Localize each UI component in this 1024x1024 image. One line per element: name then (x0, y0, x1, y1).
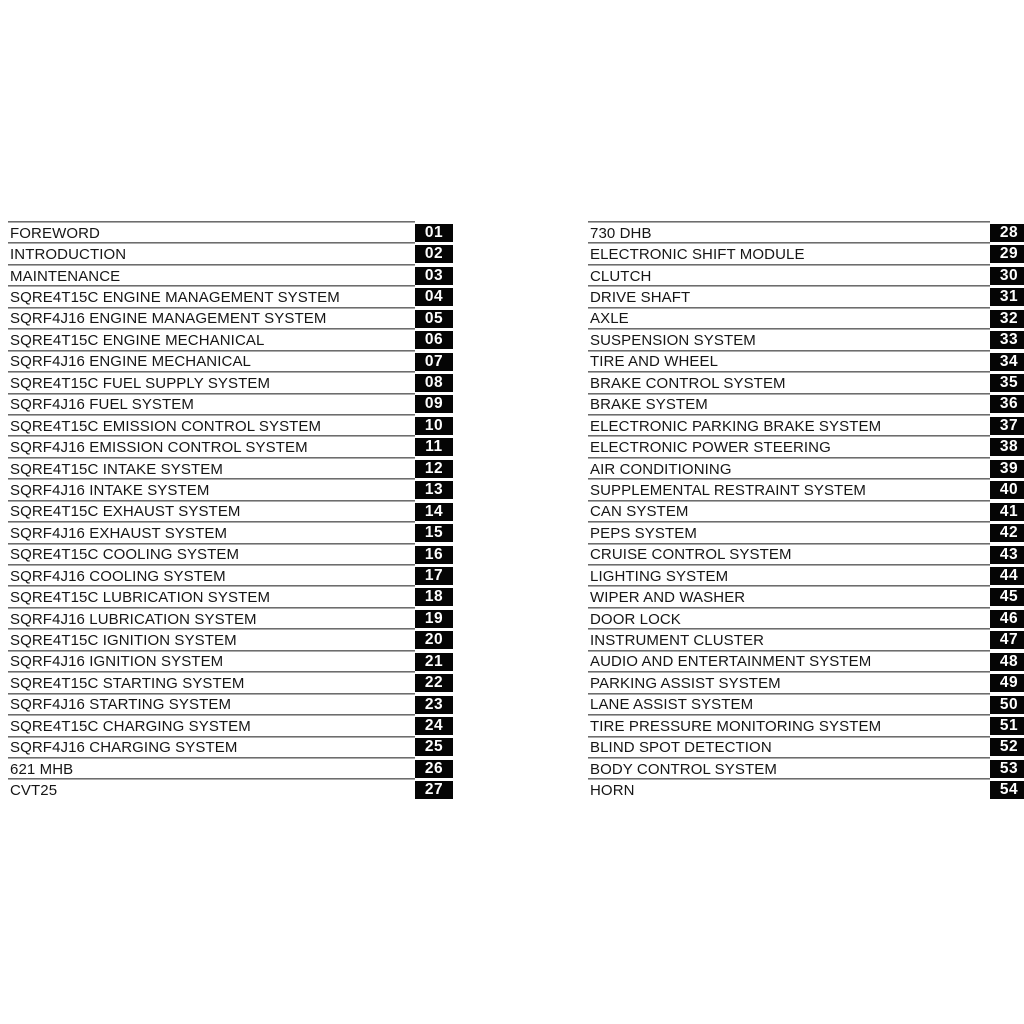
toc-row (8, 242, 453, 263)
section-title: BRAKE SYSTEM (590, 396, 708, 414)
section-number-badge: 04 (415, 288, 453, 306)
toc-row (8, 478, 453, 499)
toc-row (588, 500, 1024, 521)
section-number-badge: 12 (415, 460, 453, 478)
section-number-badge: 01 (415, 224, 453, 242)
section-number-badge: 32 (990, 310, 1024, 328)
toc-row (588, 607, 1024, 628)
section-title: SQRE4T15C EMISSION CONTROL SYSTEM (10, 417, 322, 435)
toc-row (588, 757, 1024, 778)
toc-row (588, 285, 1024, 306)
section-title: PEPS SYSTEM (590, 524, 697, 542)
section-number-badge: 07 (415, 353, 453, 371)
section-number-badge: 25 (415, 738, 453, 756)
section-number-badge: 54 (990, 781, 1024, 799)
toc-row (588, 693, 1024, 714)
section-title: SQRF4J16 COOLING SYSTEM (10, 567, 226, 585)
section-number-badge: 52 (990, 738, 1024, 756)
section-title: SQRF4J16 CHARGING SYSTEM (10, 739, 238, 757)
section-number-badge: 06 (415, 331, 453, 349)
section-title: LANE ASSIST SYSTEM (590, 696, 754, 714)
section-title: SQRE4T15C ENGINE MECHANICAL (10, 331, 265, 349)
section-title: DOOR LOCK (590, 610, 681, 628)
section-number-badge: 53 (990, 760, 1024, 778)
section-number-badge: 39 (990, 460, 1024, 478)
section-title: SQRE4T15C FUEL SUPPLY SYSTEM (10, 374, 271, 392)
section-number-badge: 45 (990, 588, 1024, 606)
section-title: SQRE4T15C COOLING SYSTEM (10, 546, 240, 564)
toc-row (588, 671, 1024, 692)
section-number-badge: 03 (415, 267, 453, 285)
section-title: SUPPLEMENTAL RESTRAINT SYSTEM (590, 481, 867, 499)
toc-row (8, 757, 453, 778)
section-number-badge: 43 (990, 546, 1024, 564)
toc-row (588, 307, 1024, 328)
section-number-badge: 08 (415, 374, 453, 392)
section-title: CAN SYSTEM (590, 503, 689, 521)
section-title: WIPER AND WASHER (590, 589, 746, 607)
toc-row (8, 778, 453, 799)
toc-row (8, 285, 453, 306)
section-number-badge: 31 (990, 288, 1024, 306)
section-title: SQRF4J16 FUEL SYSTEM (10, 396, 194, 414)
section-number-badge: 33 (990, 331, 1024, 349)
section-number-badge: 24 (415, 717, 453, 735)
toc-column-right (588, 221, 1024, 800)
toc-row (8, 350, 453, 371)
section-title: DRIVE SHAFT (590, 289, 691, 307)
section-number-badge: 29 (990, 245, 1024, 263)
toc-row (588, 264, 1024, 285)
toc-row (8, 714, 453, 735)
toc-row (588, 521, 1024, 542)
section-title: CVT25 (10, 782, 58, 800)
toc-row (8, 435, 453, 456)
section-number-badge: 09 (415, 395, 453, 413)
toc-row (8, 414, 453, 435)
section-number-badge: 10 (415, 417, 453, 435)
section-title: BRAKE CONTROL SYSTEM (590, 374, 786, 392)
section-number-badge: 21 (415, 653, 453, 671)
section-number-badge: 51 (990, 717, 1024, 735)
section-title: SQRF4J16 EMISSION CONTROL SYSTEM (10, 439, 308, 457)
toc-row (588, 585, 1024, 606)
section-number-badge: 47 (990, 631, 1024, 649)
toc-column-left (8, 221, 453, 800)
section-number-badge: 22 (415, 674, 453, 692)
section-number-badge: 40 (990, 481, 1024, 499)
section-number-badge: 15 (415, 524, 453, 542)
toc-row (588, 778, 1024, 799)
section-title: SQRE4T15C LUBRICATION SYSTEM (10, 589, 271, 607)
section-title: SQRF4J16 ENGINE MECHANICAL (10, 353, 251, 371)
toc-row (588, 736, 1024, 757)
section-number-badge: 50 (990, 696, 1024, 714)
section-title: AXLE (590, 310, 629, 328)
toc-row (8, 671, 453, 692)
toc-row (588, 435, 1024, 456)
toc-row (588, 371, 1024, 392)
section-title: SQRF4J16 ENGINE MANAGEMENT SYSTEM (10, 310, 327, 328)
section-number-badge: 41 (990, 503, 1024, 521)
toc-row (8, 500, 453, 521)
section-number-badge: 20 (415, 631, 453, 649)
toc-row (588, 564, 1024, 585)
toc-row (588, 414, 1024, 435)
section-number-badge: 34 (990, 353, 1024, 371)
section-title: INTRODUCTION (10, 246, 127, 264)
toc-row (8, 650, 453, 671)
section-number-badge: 18 (415, 588, 453, 606)
section-title: BLIND SPOT DETECTION (590, 739, 772, 757)
toc-row (8, 607, 453, 628)
toc-row (588, 242, 1024, 263)
toc-row (8, 543, 453, 564)
section-title: LIGHTING SYSTEM (590, 567, 729, 585)
section-number-badge: 27 (415, 781, 453, 799)
section-title: 730 DHB (590, 224, 652, 242)
section-number-badge: 13 (415, 481, 453, 499)
section-title: INSTRUMENT CLUSTER (590, 632, 765, 650)
section-number-badge: 23 (415, 696, 453, 714)
toc-row (8, 585, 453, 606)
section-title: SQRF4J16 LUBRICATION SYSTEM (10, 610, 257, 628)
section-number-badge: 42 (990, 524, 1024, 542)
toc-row (8, 264, 453, 285)
toc-row (588, 628, 1024, 649)
section-title: MAINTENANCE (10, 267, 121, 285)
toc-row (8, 628, 453, 649)
section-number-badge: 26 (415, 760, 453, 778)
section-number-badge: 14 (415, 503, 453, 521)
section-title: CLUTCH (590, 267, 652, 285)
section-number-badge: 02 (415, 245, 453, 263)
toc-row (8, 736, 453, 757)
toc-row (588, 350, 1024, 371)
section-title: SQRF4J16 EXHAUST SYSTEM (10, 524, 228, 542)
section-title: SQRF4J16 INTAKE SYSTEM (10, 481, 210, 499)
toc-row (588, 328, 1024, 349)
toc-row (8, 221, 453, 242)
toc-row (588, 478, 1024, 499)
section-number-badge: 11 (415, 438, 453, 456)
section-number-badge: 19 (415, 610, 453, 628)
section-title: AIR CONDITIONING (590, 460, 732, 478)
section-title: AUDIO AND ENTERTAINMENT SYSTEM (590, 653, 872, 671)
toc-row (588, 543, 1024, 564)
toc-row (8, 457, 453, 478)
toc-row (588, 650, 1024, 671)
toc-row (8, 521, 453, 542)
section-title: SQRE4T15C INTAKE SYSTEM (10, 460, 223, 478)
toc-row (8, 393, 453, 414)
section-title: SQRE4T15C IGNITION SYSTEM (10, 632, 237, 650)
section-number-badge: 36 (990, 395, 1024, 413)
section-title: ELECTRONIC POWER STEERING (590, 439, 831, 457)
toc-row (8, 328, 453, 349)
section-title: SQRF4J16 IGNITION SYSTEM (10, 653, 224, 671)
toc-row (8, 307, 453, 328)
toc-row (8, 371, 453, 392)
section-number-badge: 17 (415, 567, 453, 585)
section-title: ELECTRONIC SHIFT MODULE (590, 246, 805, 264)
section-title: SQRE4T15C EXHAUST SYSTEM (10, 503, 241, 521)
section-title: TIRE AND WHEEL (590, 353, 719, 371)
section-number-badge: 05 (415, 310, 453, 328)
section-title: SQRE4T15C ENGINE MANAGEMENT SYSTEM (10, 289, 340, 307)
toc-row (8, 564, 453, 585)
section-title: TIRE PRESSURE MONITORING SYSTEM (590, 717, 882, 735)
section-title: SQRE4T15C CHARGING SYSTEM (10, 717, 251, 735)
section-title: FOREWORD (10, 224, 100, 242)
toc-row (588, 714, 1024, 735)
section-number-badge: 28 (990, 224, 1024, 242)
section-number-badge: 38 (990, 438, 1024, 456)
section-title: SUSPENSION SYSTEM (590, 331, 756, 349)
section-title: CRUISE CONTROL SYSTEM (590, 546, 792, 564)
section-number-badge: 46 (990, 610, 1024, 628)
section-title: PARKING ASSIST SYSTEM (590, 674, 781, 692)
section-number-badge: 37 (990, 417, 1024, 435)
toc-row (8, 693, 453, 714)
toc-row (588, 221, 1024, 242)
section-number-badge: 30 (990, 267, 1024, 285)
section-number-badge: 35 (990, 374, 1024, 392)
section-title: SQRE4T15C STARTING SYSTEM (10, 674, 245, 692)
toc-row (588, 393, 1024, 414)
section-title: ELECTRONIC PARKING BRAKE SYSTEM (590, 417, 882, 435)
section-title: BODY CONTROL SYSTEM (590, 760, 777, 778)
section-title: SQRF4J16 STARTING SYSTEM (10, 696, 232, 714)
section-number-badge: 44 (990, 567, 1024, 585)
section-title: 621 MHB (10, 760, 74, 778)
section-number-badge: 48 (990, 653, 1024, 671)
toc-row (588, 457, 1024, 478)
section-number-badge: 49 (990, 674, 1024, 692)
section-number-badge: 16 (415, 546, 453, 564)
section-title: HORN (590, 782, 635, 800)
